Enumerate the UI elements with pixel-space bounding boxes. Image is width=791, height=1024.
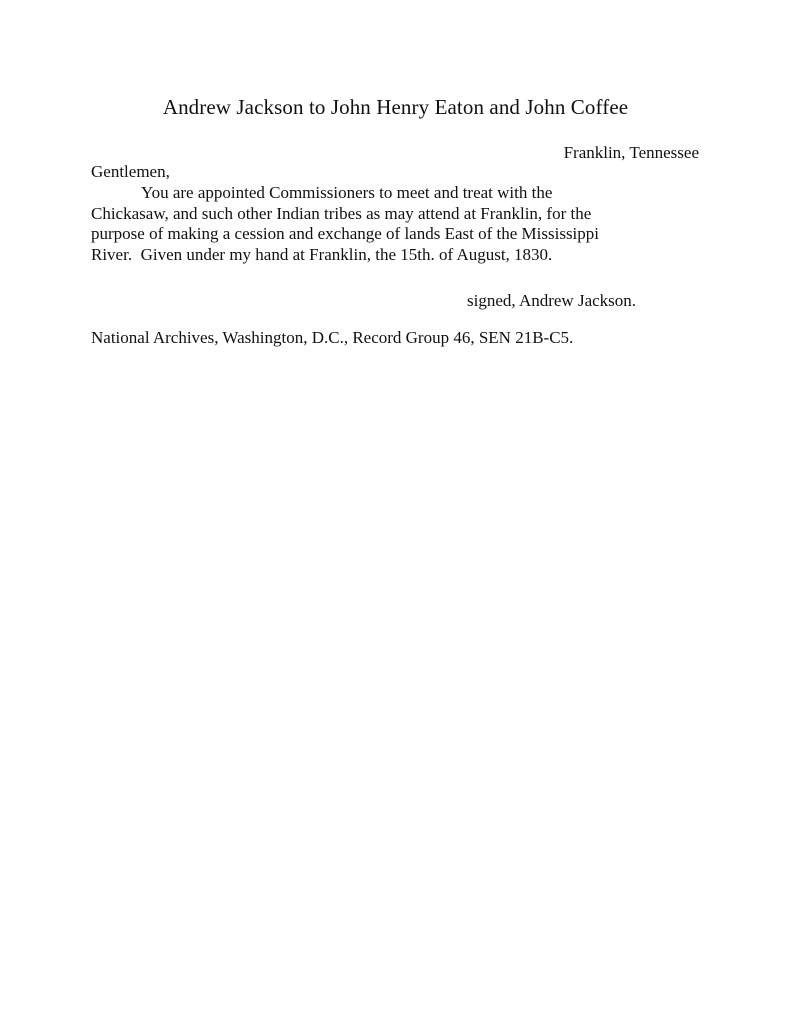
letter-location: Franklin, Tennessee — [563, 143, 699, 162]
letter-salutation: Gentlemen, — [91, 162, 170, 181]
letter-signature: signed, Andrew Jackson. — [467, 291, 637, 310]
letter-body-line: You are appointed Commissioners to meet and treat with the — [141, 183, 553, 202]
letter-body — [91, 183, 711, 265]
source-citation: National Archives, Washington, D.C., Record Group 46, SEN 21B-C5. — [91, 328, 574, 347]
document-title: Andrew Jackson to John Henry Eaton and John Coffee — [162, 95, 629, 119]
letter-body-line: purpose of making a cession and exchange of lands East of the Mississippi — [91, 224, 600, 243]
letter-body-line: Chickasaw, and such other Indian tribes as may attend at Franklin, for the — [91, 203, 592, 223]
letter-body-line: River. Given under my hand at Franklin, the 15th. of August, 1830. — [91, 244, 553, 264]
